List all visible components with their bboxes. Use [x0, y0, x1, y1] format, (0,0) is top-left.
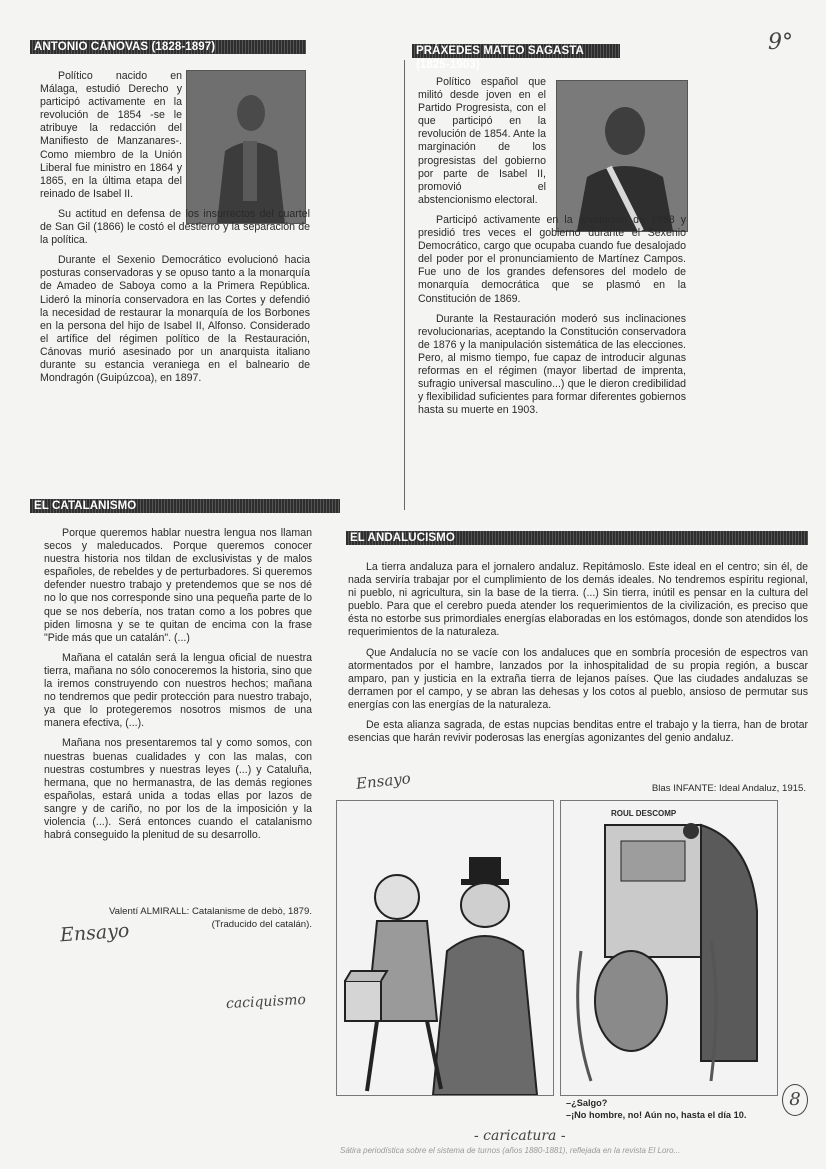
handwritten-caciquismo: caciquismo — [225, 991, 307, 1013]
andalucismo-paragraph-2: Que Andalucía no se vacíe con los andaluces que en sombría procesión de espectros van atormentados por el hambre, lanzados por la inhospitalidad de su propia región, a buscar amparo, pan y justicia en la extraña tierra de lejanos países. Que las ciudades andaluzas se derramen por el campo, y se abran las dehesas y los cotos al pueblo, ansioso de permutar sus energías con las energías de la naturaleza. — [348, 646, 808, 711]
catalanismo-citation: Valentí ALMIRALL: Catalanisme de debò, 1879. — [108, 906, 312, 917]
andalucismo-header: EL ANDALUCISMO — [346, 531, 808, 545]
canovas-paragraph-1: Político nacido en Málaga, estudió Derecho y participó activamente en la revolución de 1854 -se le atribuye la redacción del Manifiesto de Manzanares-. Como miembro de la Unión Liberal fue ministro en 1864 y 1865, en la última etapa del reinado de Isabel II. — [40, 70, 182, 200]
cartoon-caption-2: –¡No hombre, no! Aún no, hasta el día 10. — [566, 1110, 747, 1120]
handwritten-caricatura: - caricatura - — [474, 1128, 566, 1144]
sagasta-left-rule — [404, 60, 405, 510]
sagasta-text — [418, 76, 686, 424]
canovas-header: ANTONIO CÁNOVAS (1828-1897) — [30, 40, 306, 54]
cartoon-left-panel — [336, 800, 554, 1096]
andalucismo-paragraph-1: La tierra andaluza para el jornalero andaluz. Repitámoslo. Este ideal en el centro; sin él, de nada serviría trabajar por el cumplimiento de los demás ideales. No tendremos espíritu regional, ni pueblo, ni agricultura, sin la base de la tierra. (...) Sin tierra, inútil es pensar en la cultura del pueblo. Para que el cerebro pueda atender los requerimientos de la civilización, es preciso que ésta no estorbe sus primordiales energías elaboradas en los estómagos, donde son atendidos los requerimientos de la naturaleza. — [348, 561, 808, 639]
catalanismo-paragraph-1: Porque queremos hablar nuestra lengua nos llaman secos y maleducados. Porque queremos conocer nuestra historia nos tildan de exclusivistas y de malos españoles, de rebeldes y de perturbadores. Si queremos defender nuestro trabajo y pretendemos que se nos dé no lo que nos corresponde sino una pequeña parte de lo que se nos debería, nos tratan como a los pobres que piden limosna y se te quitan de encima con la frase "Pide más que un catalán". (...) — [44, 527, 312, 644]
canovas-paragraph-3: Durante el Sexenio Democrático evolucionó hacia posturas conservadoras y se opuso tanto a la monarquía de Amadeo de Saboya como a la Primera República. Lideró la minoría conservadora en las Cortes y defendió la necesidad de restaurar la monarquía de los Borbones en la persona del hijo de Isabel II, Alfonso. Considerado el artífice del régimen político de la Restauración, Cánovas murió asesinado por un anarquista italiano durante su estancia veraniega en el balneario de Mondragón (Guipúzcoa), en 1897. — [40, 254, 310, 385]
sagasta-paragraph-3: Durante la Restauración moderó sus inclinaciones revolucionarias, aceptando la Constitución conservadora de 1876 y la manipulación sistemática de las elecciones. Pero, al mismo tiempo, fue capaz de introducir algunas reformas en el régimen (mayor libertad de imprenta, sufragio universal masculino...) que le dieron credibilidad y flexibilidad suficientes para formar diferentes gobiernos hasta su muerte en 1903. — [418, 312, 686, 417]
handwritten-page-number: 9° — [768, 30, 793, 55]
cartoon-right-panel — [560, 800, 778, 1096]
canovas-text — [40, 70, 310, 392]
catalanismo-text — [44, 527, 312, 849]
andalucismo-paragraph-3: De esta alianza sagrada, de estas nupcias benditas entre el trabajo y la tierra, han de brotar esencias que harán revivir poderosas las energías agonizantes del genio andaluz. — [348, 719, 808, 745]
cartoon-box-label: ROUL DESCOMP — [611, 809, 677, 818]
circled-number-text: 8 — [789, 1089, 801, 1110]
sagasta-paragraph-1: Político español que militó desde joven en el Partido Progresista, con el que participó en la revolución de 1854. Ante la marginación de los progresistas del gobierno por parte de Isabel II, promovió el abstencionismo electoral. — [418, 76, 546, 206]
sagasta-header: PRÁXEDES MATEO SAGASTA (1825-1903) — [412, 44, 620, 58]
catalanismo-paragraph-2: Mañana el catalán será la lengua oficial de nuestra tierra, mañana no sólo conoceremos la historia, sino que la iremos construyendo con nuestros hechos; mañana no tendremos que pedir protección para nuestro trabajo, ya que lo protegeremos nosotros mismos de una manera efectiva, (...). — [44, 651, 312, 730]
catalanismo-header: EL CATALANISMO — [30, 499, 340, 513]
sagasta-paragraph-2: Participó activamente en la revolución de 1868 y presidió tres veces el gobierno durante el Sexenio Democrático, cargo que ocupaba cuando fue desalojado del poder por el pronunciamiento de Martínez Campos. Fue uno de los grandes defensores del modelo de monarquía democrática que se plasmó en la Constitución de 1869. — [418, 213, 686, 305]
andalucismo-text — [348, 561, 808, 752]
canovas-paragraph-2: Su actitud en defensa de los insurrectos del cuartel de San Gil (1866) le costó el destierro y la separación de la política. — [40, 207, 310, 247]
cartoon-caption-1: –¿Salgo? — [566, 1098, 608, 1108]
handwritten-ensayo-top: Ensayo — [355, 769, 412, 793]
handwritten-ensayo-left: Ensayo — [59, 919, 131, 947]
circled-number — [782, 1084, 808, 1116]
cartoon-bottom-note: Sátira periodística sobre el sistema de turnos (años 1880-1881), reflejada en la revista El Loro... — [340, 1146, 681, 1155]
catalanismo-paragraph-3: Mañana nos presentaremos tal y como somos, con nuestras buenas cualidades y con las malas, con nuestras costumbres y nuestras leyes (...) y Cataluña, hermana, que no hermanastra, de las demás regiones españolas, estará unida a todas ellas por lazos de sangre y de cariño, no por los de la imposición y la violencia (...). Será entonces cuando el catalanismo habrá conseguido la plenitud de su desarrollo. — [44, 737, 312, 842]
catalanismo-translation-note: (Traducido del catalán). — [211, 919, 312, 930]
andalucismo-citation: Blas INFANTE: Ideal Andaluz, 1915. — [651, 783, 806, 794]
